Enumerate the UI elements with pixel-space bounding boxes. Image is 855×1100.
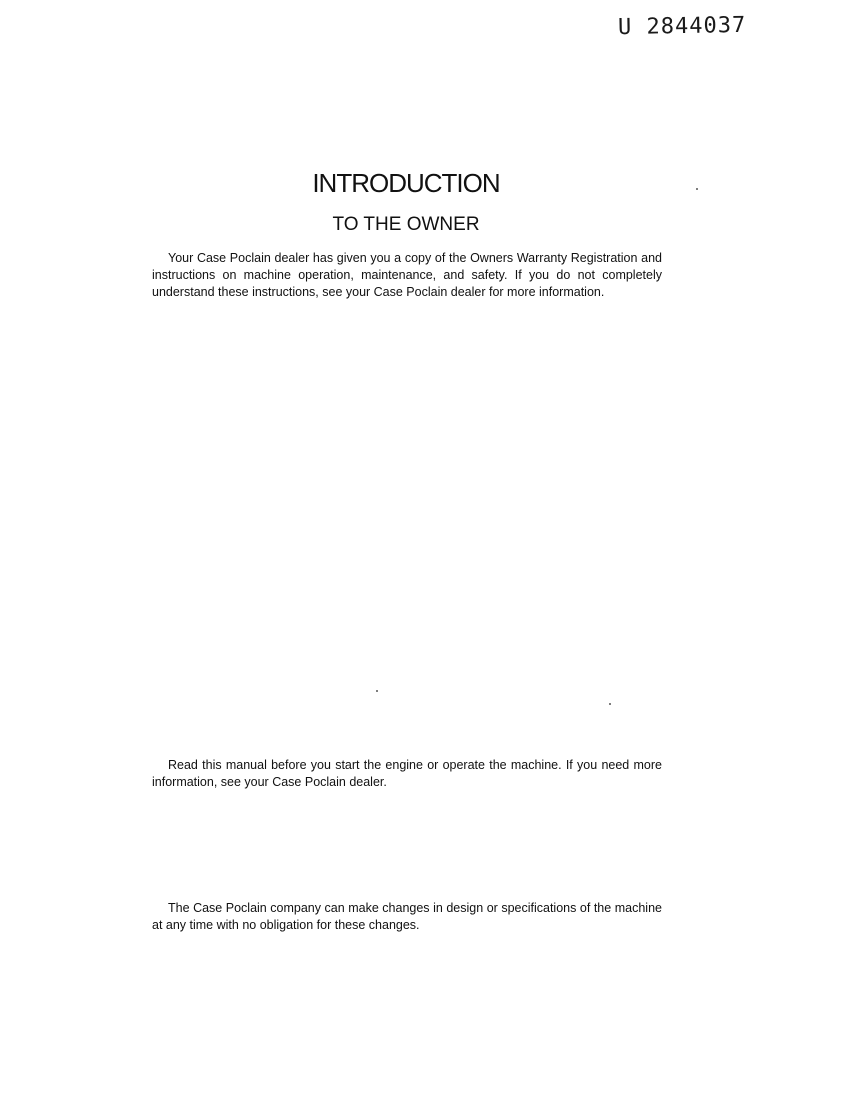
page-title: INTRODUCTION bbox=[312, 168, 500, 198]
changes-paragraph: The Case Poclain company can make changes in design or specifications of the machine at any time with no obligation for these changes. bbox=[152, 901, 662, 932]
document-number: U 2844037 bbox=[617, 12, 747, 41]
scan-speck bbox=[376, 690, 378, 692]
read-manual-paragraph: Read this manual before you start the engine or operate the machine. If you need more information, see your Case Poclain dealer. bbox=[152, 758, 662, 789]
scan-speck bbox=[696, 188, 698, 190]
section-subtitle: TO THE OWNER bbox=[332, 214, 480, 235]
scan-speck bbox=[609, 703, 611, 705]
intro-paragraph: Your Case Poclain dealer has given you a copy of the Owners Warranty Registration and instructions on machine operation, maintenance, and safety. If you do not completely understand these instructions, see your Case Poclain dealer for more information. bbox=[152, 251, 662, 299]
